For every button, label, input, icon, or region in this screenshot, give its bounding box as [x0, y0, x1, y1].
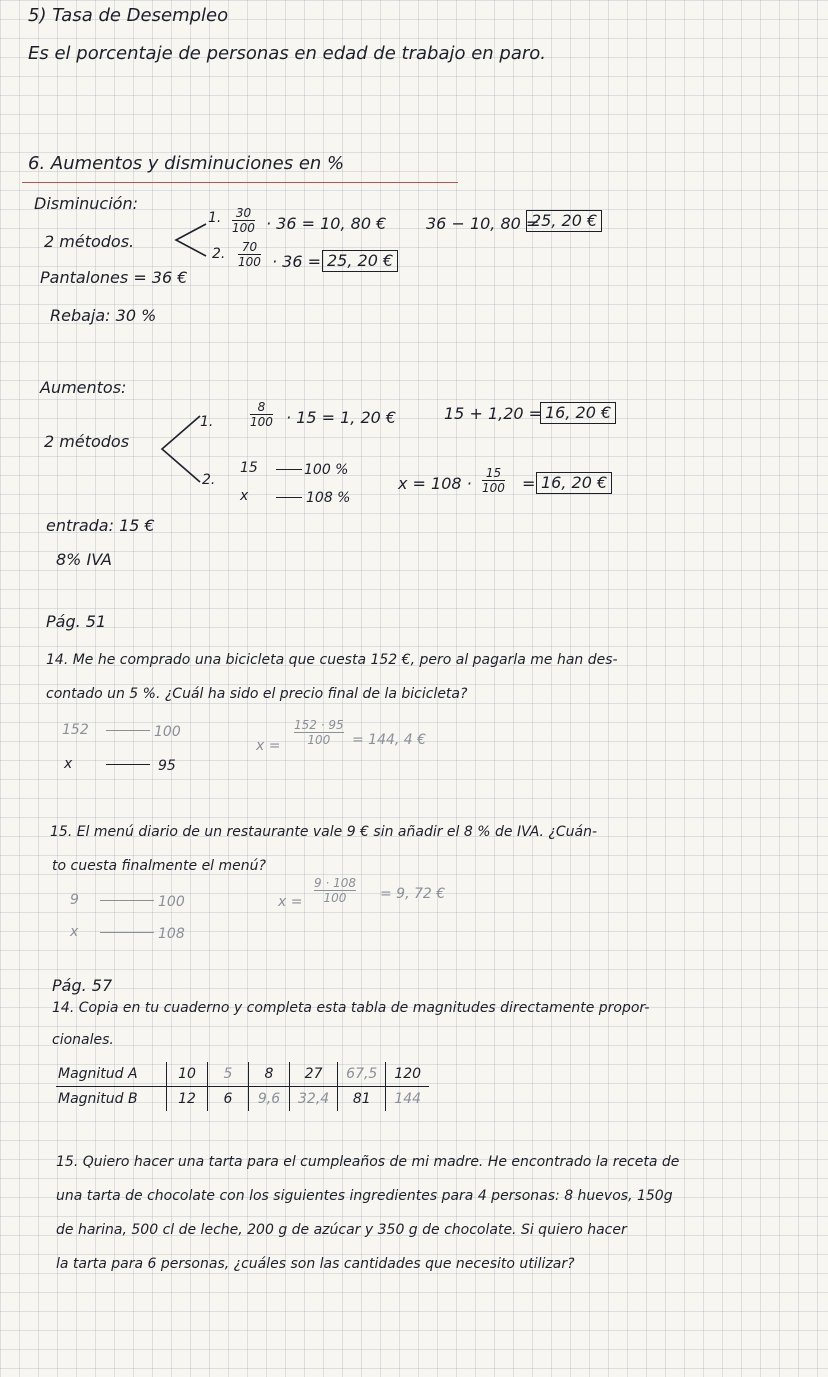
rule-of-three-percent: 108 %: [306, 490, 351, 506]
rule-of-three-percent: 100 %: [304, 462, 349, 478]
increase-label: Aumentos:: [40, 378, 127, 397]
row-label: Magnitud B: [58, 1091, 138, 1107]
exercise-14-line-1: 14. Me he comprado una bicicleta que cuesta 152 €, pero al pagarla me han des-: [46, 652, 618, 668]
fraction-numerator: 30: [235, 206, 252, 220]
decrease-fraction-1: [232, 206, 255, 235]
section-5-definition: Es el porcentaje de personas en edad de trabajo en paro.: [28, 43, 547, 64]
decrease-method-1-number: 1.: [208, 210, 222, 226]
increase-fraction-1: [250, 400, 273, 429]
table-row: [56, 1087, 429, 1112]
increase-method-1-expression: · 15 = 1, 20 €: [286, 408, 397, 427]
table-cell: 6: [208, 1087, 249, 1112]
table-cell: 32,4: [290, 1087, 338, 1112]
exercise-15-line-4: la tarta para 6 personas, ¿cuáles son las cantidades que necesito utilizar?: [56, 1256, 575, 1272]
exercise-14-line-2: contado un 5 %. ¿Cuál ha sido el precio final de la bicicleta?: [46, 686, 468, 702]
decrease-method-2-expression: · 36 =: [272, 252, 322, 271]
equals-sign: =: [522, 474, 536, 493]
exercise-15-line-2: to cuesta finalmente el menú?: [52, 858, 266, 874]
table-cell: 27: [290, 1062, 338, 1087]
decrease-methods: 2 métodos.: [44, 232, 135, 251]
proportionality-table: [56, 1062, 429, 1111]
decrease-method-2-result: 25, 20 €: [322, 250, 398, 272]
table-cell: 9,6: [249, 1087, 290, 1112]
rule-of-three-value: 108: [158, 926, 185, 942]
rule-of-three-value: 9: [70, 892, 79, 908]
section-6-title: 6. Aumentos y disminuciones en %: [28, 153, 345, 174]
solution-x: x =: [278, 894, 303, 910]
rule-of-three-value: 100: [158, 894, 185, 910]
table-cell: 144: [386, 1087, 429, 1112]
table-cell: 8: [249, 1062, 290, 1087]
increase-method-2-expression: x = 108 ·: [398, 474, 472, 493]
increase-method-1-result: 16, 20 €: [540, 402, 616, 424]
decrease-method-1-result: 25, 20 €: [526, 210, 602, 232]
table-cell: 81: [338, 1087, 386, 1112]
title-underline: [22, 182, 458, 183]
fraction-denominator: 100: [250, 415, 273, 429]
exercise-15-line-3: de harina, 500 cl de leche, 200 g de azúcar y 350 g de chocolate. Si quiero hacer: [56, 1222, 627, 1238]
pants-price: Pantalones = 36 €: [40, 268, 188, 287]
fraction-denominator: 100: [238, 255, 261, 269]
fraction-numerator: 152 · 95: [294, 718, 344, 732]
ticket-price: entrada: 15 €: [46, 516, 155, 535]
solution-answer: = 144, 4 €: [352, 732, 427, 748]
fraction-numerator: 70: [241, 240, 258, 254]
discount-rate: Rebaja: 30 %: [50, 306, 157, 325]
table-cell: 67,5: [338, 1062, 386, 1087]
rule-of-three-value: 152: [62, 722, 89, 738]
fraction-denominator: 100: [232, 221, 255, 235]
decrease-fraction-2: [238, 240, 261, 269]
row-label: Magnitud A: [56, 1062, 167, 1087]
increase-fraction-2: [482, 466, 505, 495]
rule-of-three-value: 100: [154, 724, 181, 740]
exercise-15-line-1: 15. Quiero hacer una tarta para el cumpleaños de mi madre. He encontrado la receta de: [56, 1154, 680, 1170]
exercise-15-line-2: una tarta de chocolate con los siguientes ingredientes para 4 personas: 8 huevos, 150g: [56, 1188, 673, 1204]
rule-of-three-unknown: x: [240, 488, 249, 504]
rule-of-three-value: 95: [158, 758, 176, 774]
table-cell: 5: [208, 1062, 249, 1087]
table-cell: 10: [167, 1062, 208, 1087]
section-5-title: 5) Tasa de Desempleo: [28, 5, 229, 26]
increase-method-2-number: 2.: [202, 472, 216, 488]
table-cell: 120: [386, 1062, 429, 1087]
decrease-label: Disminución:: [34, 194, 138, 213]
rule-of-three-unknown: x: [70, 924, 79, 940]
increase-method-1-number: 1.: [200, 414, 214, 430]
page-51-label: Pág. 51: [46, 612, 107, 631]
fraction-numerator: 15: [485, 466, 502, 480]
solution-x: x =: [256, 738, 281, 754]
vat-rate: 8% IVA: [56, 550, 112, 569]
fraction-denominator: 100: [482, 481, 505, 495]
exercise-14-line-1: 14. Copia en tu cuaderno y completa esta tabla de magnitudes directamente propor-: [52, 1000, 650, 1016]
increase-method-2-result: 16, 20 €: [536, 472, 612, 494]
fraction-numerator: 8: [257, 400, 266, 414]
solution-fraction: [294, 718, 344, 747]
brace-icon: [160, 414, 202, 484]
decrease-method-1-expression: · 36 = 10, 80 €: [266, 214, 387, 233]
exercise-14-line-2: cionales.: [52, 1032, 114, 1048]
fraction-denominator: 100: [323, 891, 347, 905]
increase-methods: 2 métodos: [44, 432, 130, 451]
decrease-method-1-subtraction: 36 − 10, 80 =: [426, 214, 540, 233]
solution-fraction: [314, 876, 356, 905]
rule-of-three-value: 15: [240, 460, 258, 476]
fraction-numerator: 9 · 108: [314, 876, 356, 890]
fraction-denominator: 100: [307, 733, 331, 747]
increase-method-1-addition: 15 + 1,20 =: [444, 404, 543, 423]
page-57-label: Pág. 57: [52, 976, 113, 995]
table-cell: 12: [167, 1087, 208, 1112]
exercise-15-line-1: 15. El menú diario de un restaurante vale 9 € sin añadir el 8 % de IVA. ¿Cuán-: [50, 824, 598, 840]
decrease-method-2-number: 2.: [212, 246, 226, 262]
rule-of-three-unknown: x: [64, 756, 73, 772]
brace-icon: [174, 222, 208, 258]
table-row: [56, 1062, 429, 1087]
solution-answer: = 9, 72 €: [380, 886, 446, 902]
